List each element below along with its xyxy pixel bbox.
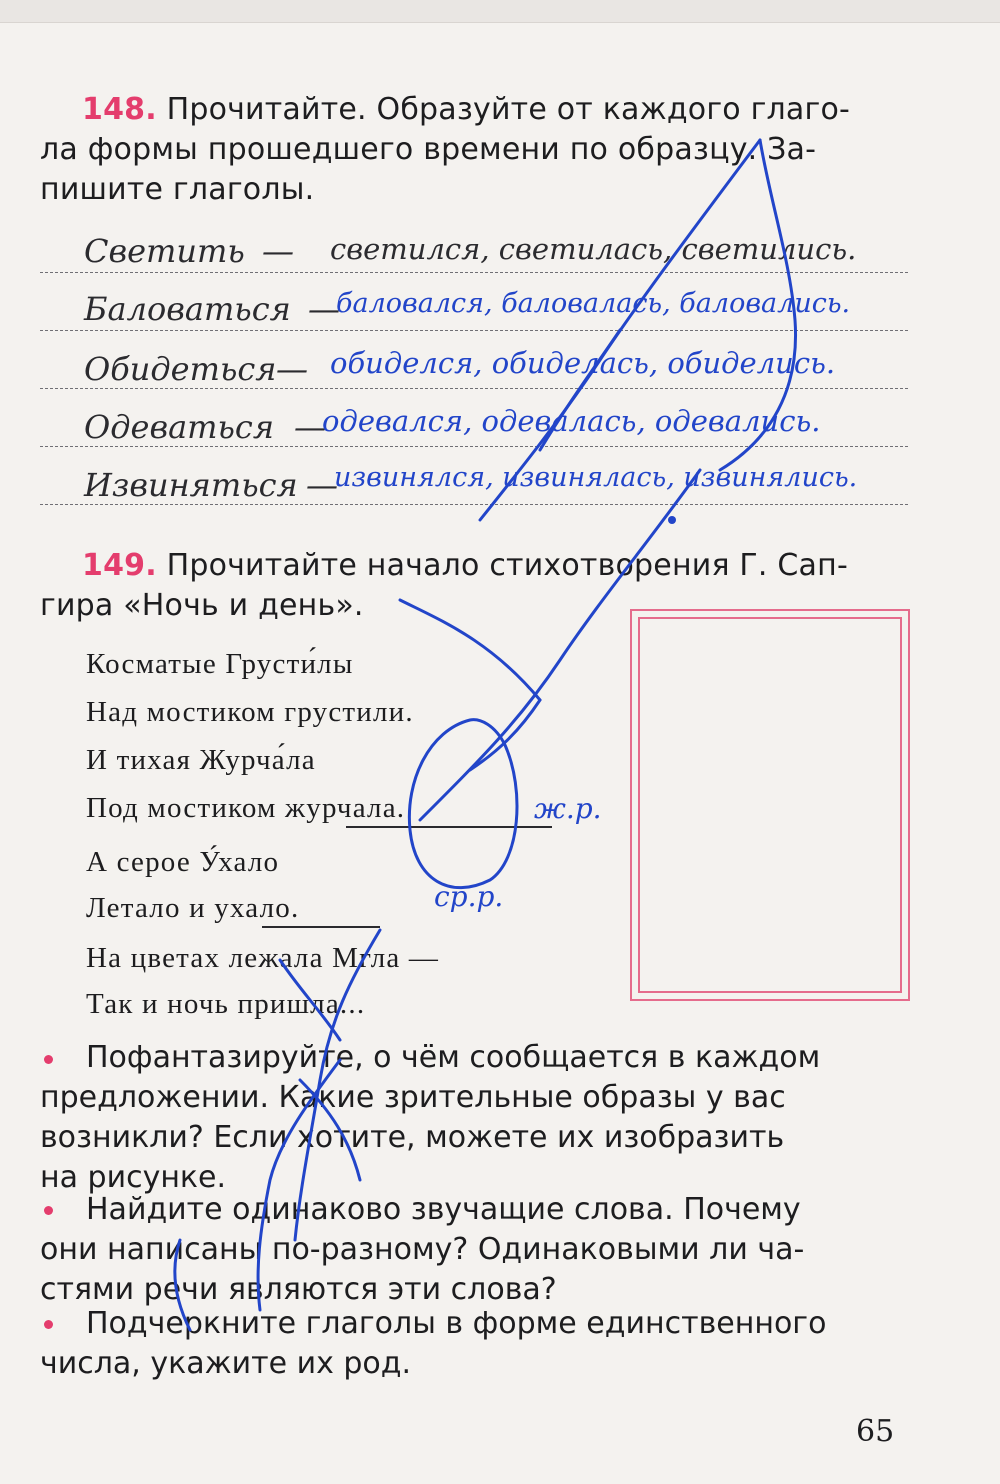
poem-line-4: Под мостиком журчала.: [86, 792, 406, 824]
task-1-line-3: возникли? Если хотите, можете их изобразить: [40, 1120, 785, 1155]
row-2-verb: Баловаться: [84, 290, 291, 328]
bullet-1: [44, 1055, 53, 1064]
exercise-149-number: 149.: [82, 548, 157, 583]
drawing-frame-inner: [638, 617, 902, 993]
task-1-line-4: на рисунке.: [40, 1160, 227, 1195]
row-2-dash: —: [308, 290, 340, 328]
poem-line-2: Над мостиком грустили.: [86, 696, 414, 728]
exercise-148-line-1: [82, 92, 850, 127]
writing-line-4: [40, 446, 908, 447]
row-5-verb: Извиняться: [84, 466, 298, 504]
row-3-answer: обиделся, обиделась, обиделись.: [330, 346, 836, 380]
underline-zhurchala: [346, 826, 552, 828]
bullet-2: [44, 1206, 53, 1215]
poem-line-7: На цветах лежала Мгла —: [86, 942, 440, 974]
exercise-148-line-3: пишите глаголы.: [40, 172, 315, 207]
task-1-line-1: Пофантазируйте, о чём сообщается в каждом: [86, 1040, 821, 1075]
row-3-verb: Обидеться: [84, 350, 277, 388]
annotation-neuter: ср.р.: [434, 880, 504, 913]
task-2-line-1: Найдите одинаково звучащие слова. Почему: [86, 1192, 801, 1227]
ink-stroke-5: [470, 700, 540, 770]
row-5-dash: —: [306, 466, 338, 504]
writing-line-2: [40, 330, 908, 331]
task-3-line-1: Подчеркните глаголы в форме единственного: [86, 1306, 827, 1341]
exercise-148-number: 148.: [82, 92, 157, 127]
exercise-149-line-1: [82, 548, 848, 583]
underline-ukhalo: [262, 926, 380, 928]
ink-dot: [668, 516, 676, 524]
writing-line-3: [40, 388, 908, 389]
row-1-verb: Светить: [84, 232, 245, 270]
bullet-3: [44, 1320, 53, 1329]
row-1-dash: —: [262, 232, 294, 270]
task-1-line-2: предложении. Какие зрительные образы у вас: [40, 1080, 786, 1115]
exercise-148-text-1: Прочитайте. Образуйте от каждого глаго-: [166, 92, 851, 127]
row-4-answer: одевался, одевалась, одевались.: [322, 404, 821, 438]
row-5-answer: извинялся, извинялась, извинялись.: [334, 462, 858, 493]
row-2-answer: баловался, баловалась, баловались.: [336, 288, 851, 319]
row-4-dash: —: [294, 408, 326, 446]
writing-line-5: [40, 504, 908, 505]
exercise-149-line-2: гира «Ночь и день».: [40, 588, 364, 623]
page-number: 65: [856, 1414, 895, 1449]
poem-line-5: А серое У́хало: [86, 846, 280, 878]
row-4-verb: Одеваться: [84, 408, 275, 446]
annotation-feminine: ж.р.: [534, 792, 602, 825]
poem-line-6: Летало и ухало.: [86, 892, 300, 924]
task-2-line-2: они написаны по-разному? Одинаковыми ли ча-: [40, 1232, 805, 1267]
row-3-dash: —: [276, 350, 308, 388]
task-3-line-2: числа, укажите их род.: [40, 1346, 412, 1381]
writing-line-1: [40, 272, 908, 273]
exercise-148-line-2: ла формы прошедшего времени по образцу. За-: [40, 132, 817, 167]
exercise-149-text-1: Прочитайте начало стихотворения Г. Сап-: [166, 548, 848, 583]
page-top-edge: [0, 0, 1000, 23]
task-2-line-3: стями речи являются эти слова?: [40, 1272, 557, 1307]
row-1-answer: светился, светилась, светились.: [330, 232, 857, 266]
ink-stroke-6: [400, 600, 540, 700]
ink-circle: [409, 720, 517, 888]
poem-line-1: Косматые Грусти́лы: [86, 648, 354, 680]
poem-line-8: Так и ночь пришла...: [86, 988, 366, 1020]
poem-line-3: И тихая Журча́ла: [86, 744, 316, 776]
drawing-frame: [630, 609, 910, 1001]
